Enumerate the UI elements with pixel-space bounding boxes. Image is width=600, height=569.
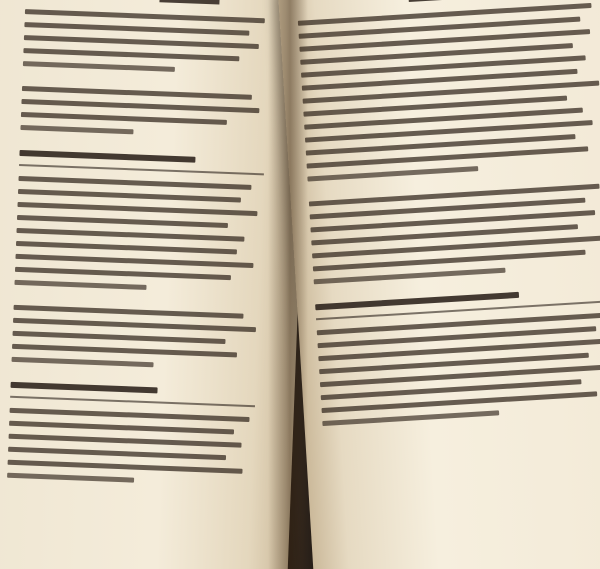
right-page-text — [298, 3, 600, 435]
left-page-text — [7, 9, 270, 495]
left-page-header — [159, 0, 219, 5]
right-page — [278, 0, 600, 569]
right-page-header — [408, 0, 468, 2]
